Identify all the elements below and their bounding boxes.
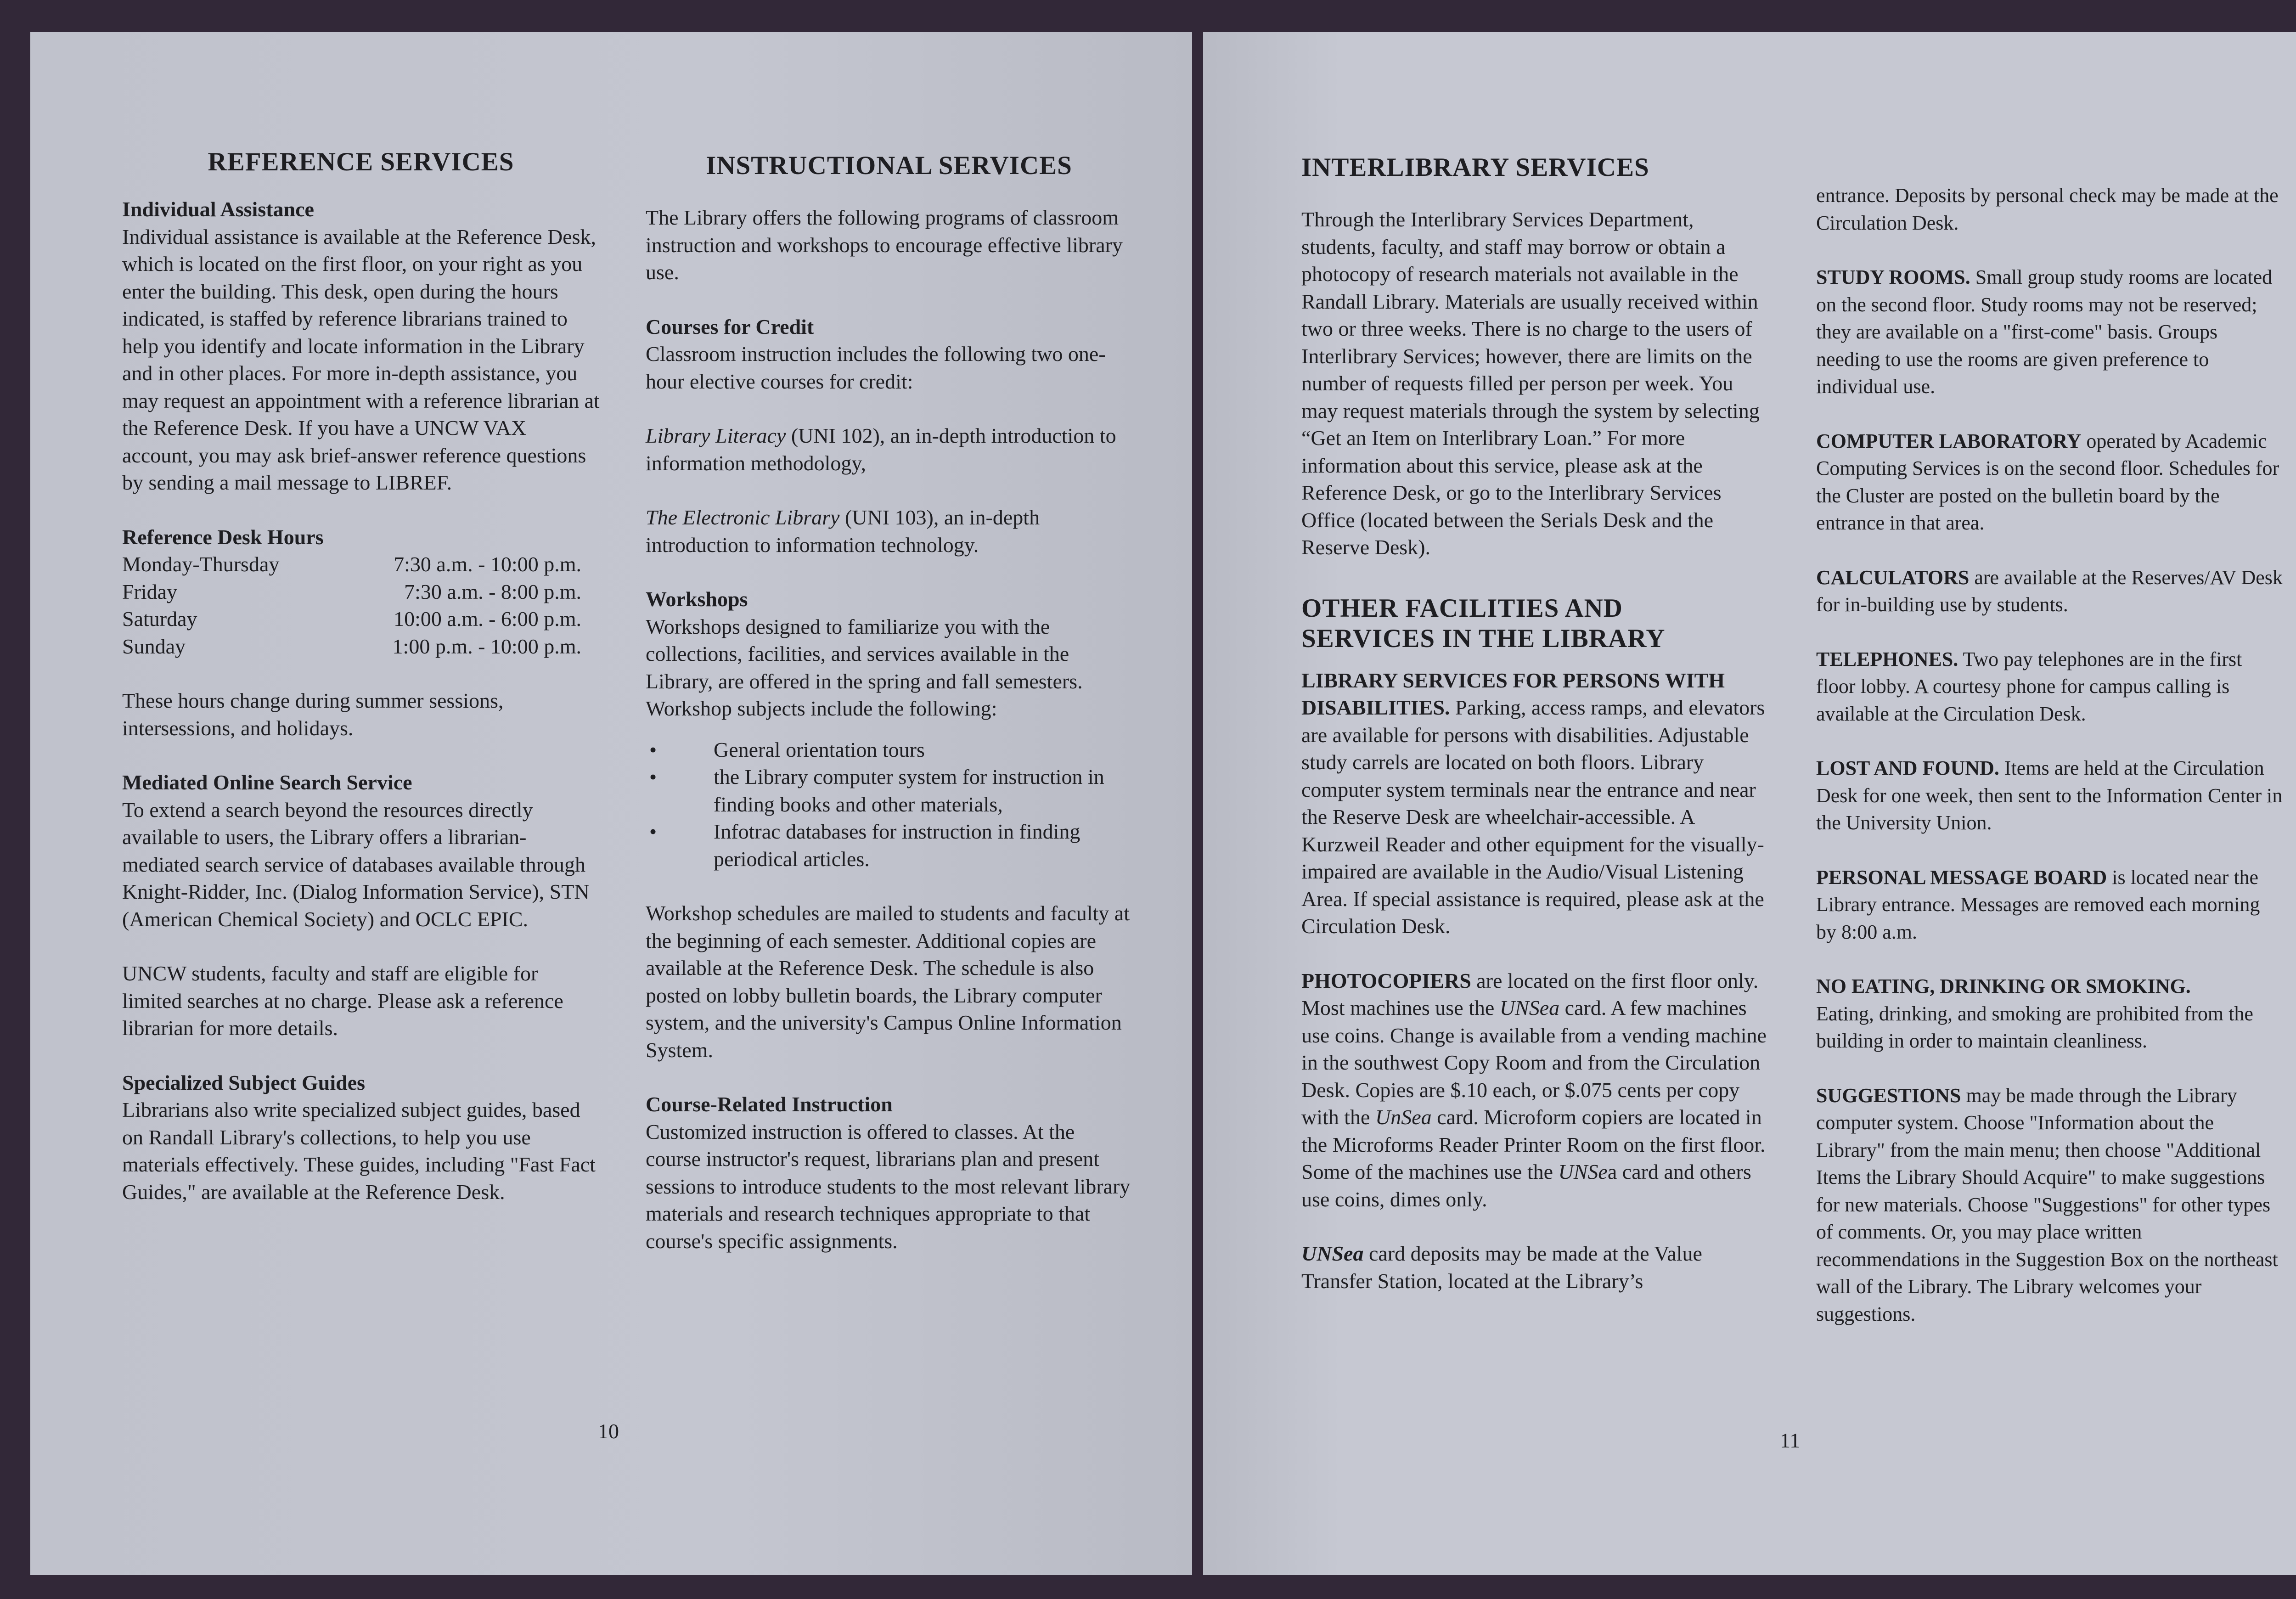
hours-day: Sunday [122, 634, 186, 658]
hours-time: 7:30 a.m. - 8:00 p.m. [404, 580, 581, 603]
telephones-lead: TELEPHONES. [1816, 647, 1958, 670]
no-eating-lead: NO EATING, DRINKING OR SMOKING. [1816, 975, 2191, 997]
card-deposits-lead: UNSea [1301, 1242, 1364, 1265]
course-electronic-library [646, 504, 1132, 558]
subject-guides-title: Specialized Subject Guides [122, 1070, 366, 1094]
course-library-literacy [646, 422, 1132, 477]
course1-text: (UNI 102), an in-depth introduction to information methodology, [646, 424, 1116, 475]
photocopiers [1301, 967, 1770, 1213]
unsea-term: UnSea [1375, 1105, 1432, 1129]
individual-assistance-title: Individual Assistance [122, 197, 314, 221]
photocopiers-text: a card and others use coins, dimes only. [1301, 1160, 1751, 1211]
page-number: 10 [598, 1419, 619, 1443]
lost-and-found-lead: LOST AND FOUND. [1816, 757, 1999, 779]
disabilities-services [1301, 667, 1770, 940]
hours-title: Reference Desk Hours [122, 525, 324, 549]
workshop-subject-list [646, 736, 1132, 873]
reference-services-heading: REFERENCE SERVICES [208, 147, 514, 176]
telephones [1816, 646, 2285, 728]
course-related-instruction [646, 1091, 1132, 1255]
study-rooms-lead: STUDY ROOMS. [1816, 266, 1970, 288]
mediated-search [122, 769, 600, 933]
study-rooms-text: Small group study rooms are located on the second floor. Study rooms may not be reserved; they are available on a "first-come" basis. Groups needing to use the rooms are given preference to individual use. [1816, 266, 2273, 398]
course-related-title: Course-Related Instruction [646, 1092, 893, 1116]
photocopiers-lead: PHOTOCOPIERS [1301, 968, 1471, 992]
unsea-term: UNSe [1558, 1160, 1608, 1183]
left-page [30, 32, 1192, 1575]
suggestions-text: may be made through the Library computer system. Choose "Information about the Library" from the main menu; then choose "Additional Items the Library Should Acquire" to make suggestions for new materials. Choose "Suggestions" for other types of comments. Or, you may place written recommendations in the Suggestion Box on the northeast wall of the Library. The Library welcomes your suggestions. [1816, 1084, 2278, 1325]
list-item: • General orientation tours [646, 736, 1132, 764]
message-board-text: is located near the Library entrance. Messages are removed each morning by 8:00 a.m. [1816, 866, 2260, 943]
list-item: • the Library computer system for instruction in finding books and other materials, [646, 763, 1132, 818]
hours-day: Friday [122, 580, 178, 603]
hours-time: 10:00 a.m. - 6:00 p.m. [394, 607, 581, 631]
lost-and-found-text: Items are held at the Circulation Desk for one week, then sent to the Information Center in the University Union. [1816, 757, 2283, 834]
course2-text: (UNI 103), an in-depth introduction to information technology. [646, 506, 1040, 557]
personal-message-board [1816, 864, 2285, 946]
no-eating-text: Eating, drinking, and smoking are prohibited from the building in order to maintain cleanliness. [1816, 1002, 2253, 1052]
workshop-schedule-text: Workshop schedules are mailed to students and faculty at the beginning of each semester. Additional copies are available at the Reference Desk. The schedule is also posted on lobby bulletin boards, the Library computer system, and the university's Campus Online Information System. [646, 901, 1130, 1062]
hours-day: Monday-Thursday [122, 552, 280, 576]
individual-assistance [122, 196, 600, 496]
hours-note: These hours change during summer sessions, intersessions, and holidays. [122, 689, 504, 740]
list-item: • Infotrac databases for instruction in finding periodical articles. [646, 818, 1132, 873]
instructional-services-column [646, 151, 1132, 1282]
subject-guides [122, 1069, 600, 1206]
instructional-services-heading: INSTRUCTIONAL SERVICES [706, 151, 1072, 180]
courses-for-credit [646, 313, 1132, 395]
other-facilities-heading-line1: OTHER FACILITIES AND [1301, 593, 1623, 623]
facilities-column-2 [1816, 182, 2285, 1355]
hours-time: 1:00 p.m. - 10:00 p.m. [392, 634, 581, 658]
other-facilities-heading [1301, 593, 1770, 654]
deposit-continued-text: entrance. Deposits by personal check may be made at the Circulation Desk. [1816, 184, 2279, 234]
study-rooms [1816, 264, 2285, 400]
mediated-search-title: Mediated Online Search Service [122, 771, 412, 794]
suggestions [1816, 1082, 2285, 1328]
calculators [1816, 564, 2285, 619]
workshops-text: Workshops designed to familiarize you with the collections, facilities, and services available in the Library, are offered in the spring and fall semesters. Workshop subjects include the following: [646, 614, 1083, 720]
interlibrary-heading: INTERLIBRARY SERVICES [1301, 153, 1649, 182]
workshops [646, 586, 1132, 722]
calculators-lead: CALCULATORS [1816, 566, 1970, 589]
interlibrary-column [1301, 152, 1770, 1322]
interlibrary-text: Through the Interlibrary Services Department, students, faculty, and staff may borrow or obtain a photocopy of research materials not available in the Randall Library. Materials are usually received within two or three weeks. There is no charge to the users of Interlibrary Services; however, there are limits on the number of requests filled per person per week. You may request materials through the system by selecting “Get an Item on Interlibrary Loan.” For more information about this service, please ask at the Reference Desk, or go to the Interlibrary Services Office (located between the Serials Desk and the Reserve Desk). [1301, 208, 1760, 559]
reference-services-column [122, 147, 600, 1233]
computer-lab-lead: COMPUTER LABORATORY [1816, 429, 2082, 452]
telephones-text: Two pay telephones are in the first floor lobby. A courtesy phone for campus calling is available at the Circulation Desk. [1816, 647, 2242, 725]
card-deposits [1301, 1240, 1770, 1295]
workshops-title: Workshops [646, 587, 748, 611]
computer-lab-text: operated by Academic Computing Services is on the second floor. Schedules for the Cluster are posted on the bulletin board by the entrance in that area. [1816, 429, 2279, 534]
computer-laboratory [1816, 428, 2285, 537]
other-facilities-heading-line2: SERVICES IN THE LIBRARY [1301, 624, 1666, 653]
eligible-text: UNCW students, faculty and staff are eligible for limited searches at no charge. Please ask a reference librarian for more details. [122, 962, 563, 1040]
photocopiers-text: card. Microform copiers are located in the Microforms Reader Printer Room on the first floor. Some of the machines use the [1301, 1105, 1766, 1183]
individual-assistance-text: Individual assistance is available at the Reference Desk, which is located on the first floor, on your right as you enter the building. This desk, open during the hours indicated, is staffed by reference librarians trained to help you identify and locate information in the Library and in other places. For more in-depth assistance, you may request an appointment with a reference librarian at the Reference Desk. If you have a UNCW VAX account, you may ask brief-answer reference questions by sending a mail message to LIBREF. [122, 225, 600, 494]
page-number: 11 [1780, 1429, 1801, 1452]
mediated-search-text: To extend a search beyond the resources directly available to users, the Library offers a librarian-mediated search service of databases available through Knight-Ridder, Inc. (Dialog Information Service), STN (American Chemical Society) and OCLC EPIC. [122, 798, 590, 931]
hours-table [122, 551, 581, 660]
credit-title: Courses for Credit [646, 315, 814, 338]
hours-day: Saturday [122, 607, 197, 631]
photocopiers-text: are located on the first floor only. Most machines use the [1301, 968, 1759, 1019]
course2-name: The Electronic Library [646, 506, 840, 529]
message-board-lead: PERSONAL MESSAGE BOARD [1816, 866, 2107, 889]
unsea-term: UNSea [1499, 996, 1560, 1019]
photocopiers-text: card. A few machines use coins. Change is available from a vending machine in the southwest Copy Room and from the Circulation Desk. Copies are $.10 each, or $.075 cents per copy with the [1301, 996, 1767, 1129]
subject-guides-text: Librarians also write specialized subject guides, based on Randall Library's collections, to help you use materials effectively. These guides, including "Fast Fact Guides," are available at the Reference Desk. [122, 1098, 596, 1204]
course1-name: Library Literacy [646, 424, 786, 447]
card-deposits-text: card deposits may be made at the Value Transfer Station, located at the Library’s [1301, 1242, 1702, 1293]
suggestions-lead: SUGGESTIONS [1816, 1084, 1961, 1107]
credit-text: Classroom instruction includes the following two one-hour elective courses for credit: [646, 342, 1106, 393]
lost-and-found [1816, 754, 2285, 837]
disabilities-text: Parking, access ramps, and elevators are available for persons with disabilities. Adjustable study carrels are located on both floors. Library computer system terminals near the entrance and near the Reserve Desk are wheelchair-accessible. A Kurzweil Reader and other equipment for the visually-impaired are available in the Audio/Visual Listening Area. If special assistance is required, please ask at the Circulation Desk. [1301, 696, 1765, 938]
calculators-text: are available at the Reserves/AV Desk for in-building use by students. [1816, 566, 2283, 616]
no-eating [1816, 973, 2285, 1055]
right-page [1203, 32, 2296, 1575]
disabilities-lead: LIBRARY SERVICES FOR PERSONS WITH DISABILITIES. [1301, 668, 1725, 719]
instructional-intro: The Library offers the following programs of classroom instruction and workshops to encourage effective library use. [646, 206, 1123, 284]
hours-time: 7:30 a.m. - 10:00 p.m. [394, 552, 581, 576]
course-related-text: Customized instruction is offered to classes. At the course instructor's request, librarians plan and present sessions to introduce students to the most relevant library materials and research techniques appropriate to that course's specific assignments. [646, 1120, 1131, 1253]
